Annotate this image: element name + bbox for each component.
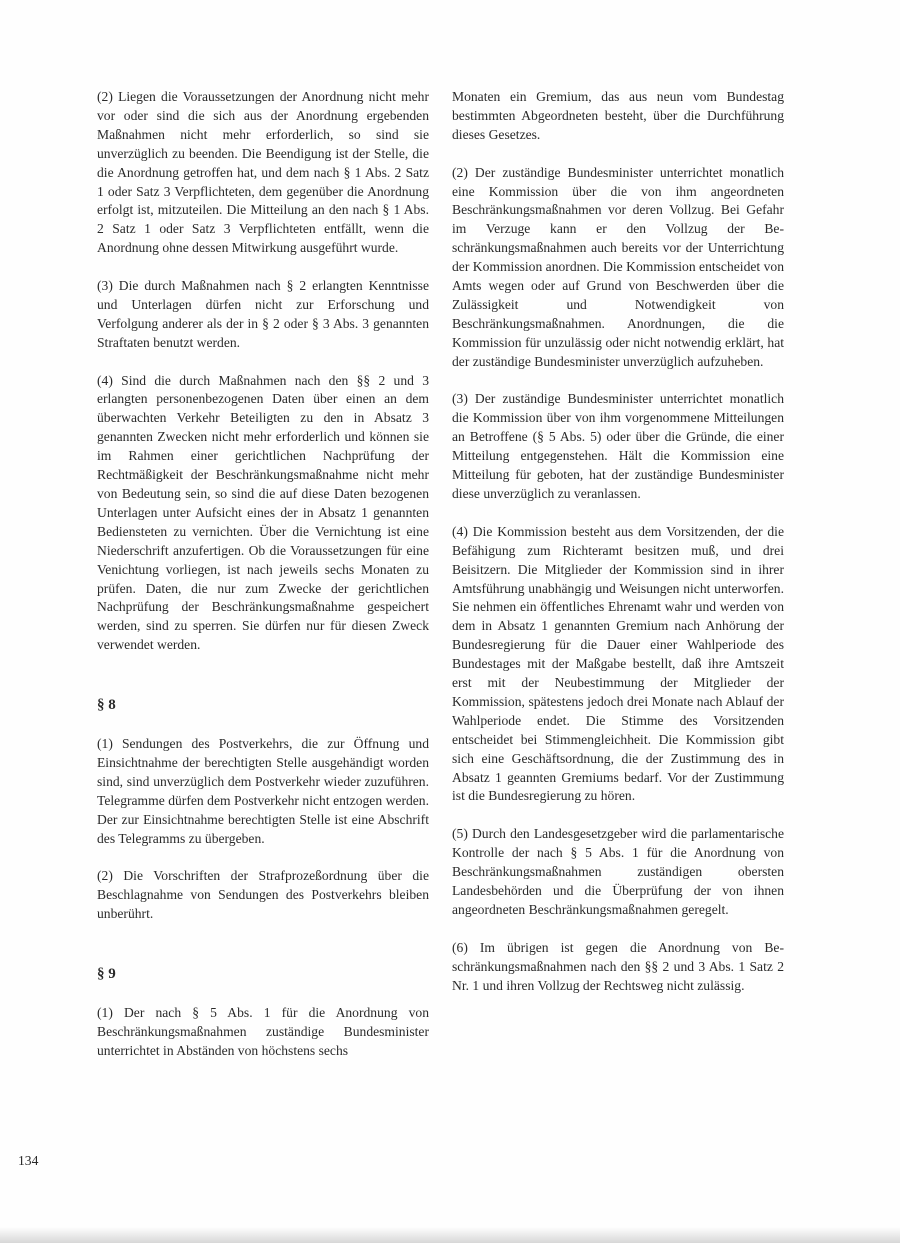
paragraph-9-1-start: (1) Der nach § 5 Abs. 1 für die Anordnung von Beschränkungsmaßnahmen zuständige Bundesminister unterrichtet in Abständen von höchstens sechs bbox=[97, 1005, 429, 1059]
paragraph-7-2: (2) Liegen die Voraussetzungen der Anordnung nicht mehr vor oder sind die sich aus der Anordnung ergebenden Maßnahmen nicht mehr erforderlich, so sind sie unverzüglich zu beenden. Die Beendigung ist der Stelle, die die Anordnung getroffen hat, und dem nach § 1 Abs. 2 Satz 1 oder Satz 3 Verpflichteten, dem gegenüber die Anordnung erfolgt ist, mitzuteilen. Die Mitteilung an den nach § 1 Abs. 2 Satz 1 oder Satz 3 Verpflichteten entfällt, wenn die Anordnung ohne dessen Mitwirkung ausgeführt wurde. bbox=[97, 89, 429, 256]
left-column bbox=[97, 88, 429, 1080]
page-number: 134 bbox=[18, 1153, 39, 1168]
paragraph-8-2: (2) Die Vorschriften der Strafprozeßordnung über die Beschlagnahme von Sendungen des Postverkehrs bleiben unberührt. bbox=[97, 868, 429, 922]
section-heading-8: § 8 bbox=[97, 697, 116, 714]
paragraph-7-4: (4) Sind die durch Maßnahmen nach den §§ 2 und 3 erlangten personenbezogenen Daten über einen an dem überwachten Verkehr Beteiligten zu den in Absatz 3 genannten Zwecken nicht mehr erforderlich und können sie im Rahmen einer gerichtlichen Nachprüfung der Rechtmäßigkeit der Beschränkungsmaßnahme nicht mehr von Bedeutung sein, so sind die auf diese Daten bezogenen Unterlagen unter Aufsicht eines der in Absatz 1 genannten Bediensteten zu vernichten. Über die Vernichtung ist eine Niederschrift anzufertigen. Ob die Voraussetzungen für eine Venichtung vorliegen, ist nach jeweils sechs Monaten zu prüfen. Daten, die nur zum Zwecke der gerichtlichen Nachprüfung der Beschränkungsmaßnahme gespeichert werden, sind zu sperren. Sie dürfen nur für diesen Zweck verwendet werden. bbox=[97, 372, 429, 653]
paragraph-8-1: (1) Sendungen des Postverkehrs, die zur Öffnung und Einsichtnahme der berechtigten Stelle ausgehändigt worden sind, sind unverzüglich dem Postverkehr wieder zuzuführen. Telegramme dürfen dem Postverkehr nicht entzogen werden. Der zur Einsichtnahme berechtigten Stelle ist eine Abschrift des Telegramms zu übergeben. bbox=[97, 736, 429, 846]
paragraph-9-4: (4) Die Kommission besteht aus dem Vorsitzenden, der die Befähigung zum Richteramt besitzen muß, und drei Beisitzern. Die Mitglieder der Kommission sind in ihrer Amtsführung unabhängig und Weisungen nicht unterworfen. Sie nehmen ein öffentliches Ehrenamt wahr und werden von dem in Absatz 1 genannten Gremium nach Anhörung der Bundesregierung für die Dauer einer Wahlperiode des Bundestages mit der Maßgabe bestellt, daß ihre Amtszeit erst mit der Neubestimmung der Mitglieder der Kommission, spätestens jedoch drei Monate nach Ablauf der Wahlperiode endet. Die Stimme des Vorsitzenden entscheidet bei Stimmengleichheit. Die Kommission gibt sich eine Geschäftsordnung, die der Zustimmung des in Absatz 1 geannten Gremiums bedarf. Vor der Zustimmung ist die Bundesregierung zu hören. bbox=[452, 523, 784, 804]
paragraph-9-2: (2) Der zuständige Bundesminister unterrichtet monatlich eine Kommission über die von ihm angeordneten Beschränkungsmaßnahmen vor deren Vollzug. Bei Gefahr im Verzuge kann er den Vollzug der Beschränkungsmaßnahmen auch bereits vor der Unterrichtung der Kommission anordnen. Die Kommission entscheidet von Amts wegen oder auf Grund von Beschwerden über die Zulässigkeit und Notwendigkeit von Beschränkungsmaßnahmen. Anordnungen, die die Kommission für unzulässig oder nicht notwendig erklärt, hat der zuständige Bundesminister unverzüglich aufzuheben. bbox=[452, 164, 784, 369]
right-column bbox=[452, 88, 784, 1014]
paragraph-7-3: (3) Die durch Maßnahmen nach § 2 erlangten Kenntnisse und Unterlagen dürfen nicht zur Erforschung und Verfolgung anderer als der in § 2 oder § 3 Abs. 3 genannten Straftaten benutzt werden. bbox=[97, 278, 429, 350]
paragraph-9-1-end: Monaten ein Gremium, das aus neun vom Bundestag bestimmten Abgeordneten besteht, über die Durchführung dieses Gesetzes. bbox=[452, 89, 784, 142]
paragraph-9-3: (3) Der zuständige Bundesminister unterrichtet monatlich die Kommission über von ihm vorgenommene Mitteilungen an Betroffene (§ 5 Abs. 5) oder über die Gründe, die einer Mitteilung entgegenstehen. Hält die Kommission eine Mitteilung für geboten, hat der zuständige Bundesminister diese unverzüglich zu veranlassen. bbox=[452, 391, 784, 501]
section-heading-9: § 9 bbox=[97, 966, 116, 983]
paragraph-9-5: (5) Durch den Landesgesetzgeber wird die parlamentarische Kontrolle der nach § 5 Abs. 1 für die Anordnung von Beschränkungsmaßnahmen zuständigen obersten Landesbehörden und die Überprüfung der von ihnen angeordneten Beschränkungsmaßnahmen geregelt. bbox=[452, 826, 784, 917]
scan-bottom-edge bbox=[0, 1227, 900, 1243]
paragraph-9-6: (6) Im übrigen ist gegen die Anordnung von Beschränkungsmaßnahmen nach den §§ 2 und 3 Abs. 1 Satz 2 Nr. 1 und ihren Vollzug der Rechtsweg nicht zulässig. bbox=[452, 939, 784, 993]
